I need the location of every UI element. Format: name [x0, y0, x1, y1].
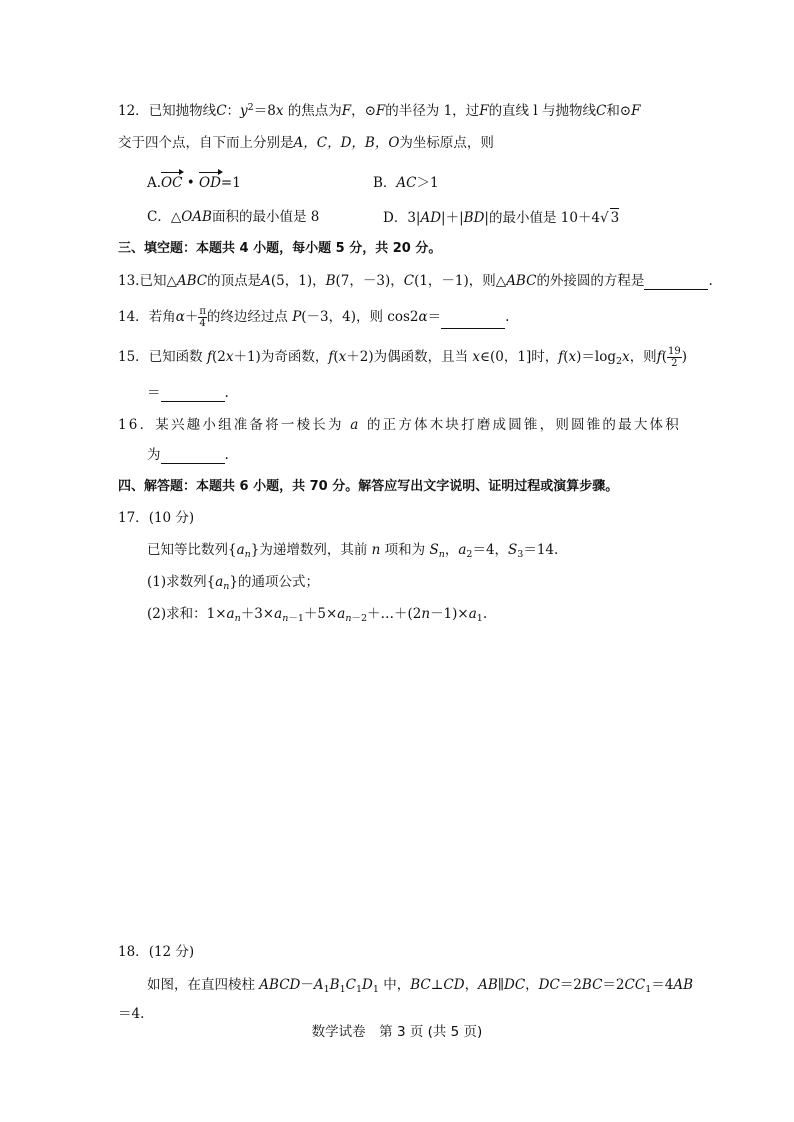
q16-line1: 16．某兴趣小组准备将一棱长为 a 的正方体木块打磨成圆锥，则圆锥的最大体积 [118, 417, 681, 433]
q12-option-a: A.OC • OD=1 [147, 175, 241, 191]
q18-stem-line1: 如图，在直四棱柱 $ABCD-A_1B_1C_1D_1$ 中，BC⊥CD，AB∥DC，$DC=2BC=2CC_1=4AB$ [147, 977, 693, 995]
q15-line2: ＝ . [147, 385, 229, 401]
q12-option-c: C．△OAB面积的最小值是 8 [147, 209, 320, 225]
q13: 13.已知△ABC的顶点是A(5，1)，B(7，－3)，C(1，－1)，则△ABC的外接圆的方程是 . [118, 273, 713, 289]
section-3-heading: 三、填空题：本题共 4 小题，每小题 5 分，共 20 分。 [118, 241, 442, 256]
section-4-heading: 四、解答题：本题共 6 小题，共 70 分。解答应写出文字说明、证明过程或演算步骤。 [118, 479, 619, 494]
page-footer: 数学试卷 第 3 页 (共 5 页) [311, 1024, 483, 1040]
q18-header: 18．(12 分) [118, 944, 195, 960]
q15-line1: 15．已知函数 f(2x＋1)为奇函数，f(x＋2)为偶函数，且当 x∈(0，1]时，$f(x)=\log_2x$，则f( $\frac{19}{2}$ ) [118, 346, 687, 369]
q17-part1: (1)求数列$\{a_n\}$的通项公式； [147, 574, 319, 592]
q17-stem: 已知等比数列$\{a_n\}$为递增数列，其前 n 项和为 $S_n$，$a_2=4$，$S_3=14$. [147, 542, 559, 560]
q12-option-d: D．3|AD|＋|BD|的最小值是 10＋4√ 3 [383, 210, 620, 226]
q16-line2: 为 . [147, 447, 229, 463]
q17-part2: (2)求和：$1\times a_n+3\times a_{n-1}+5\times a_{n-2}+\dots+(2n-1)\times a_1$. [147, 606, 488, 624]
q17-header: 17．(10 分) [118, 510, 195, 526]
q14: 14．若角α＋ $\frac{\pi}{4}$ 的终边经过点 P(－3，4)，则 cos2α＝ . [118, 306, 510, 329]
q12-line1: 12．已知抛物线C：$y^2=8x$ 的焦点为F，⊙F的半径为 1，过F的直线 l 与抛物线C和⊙F [118, 102, 641, 119]
q12-option-b: B．AC＞1 [373, 175, 439, 191]
q12-line2: 交于四个点，自下而上分别是A，C，D，B，O为坐标原点，则 [118, 135, 494, 151]
q18-stem-line2: ＝4. [118, 1006, 145, 1022]
